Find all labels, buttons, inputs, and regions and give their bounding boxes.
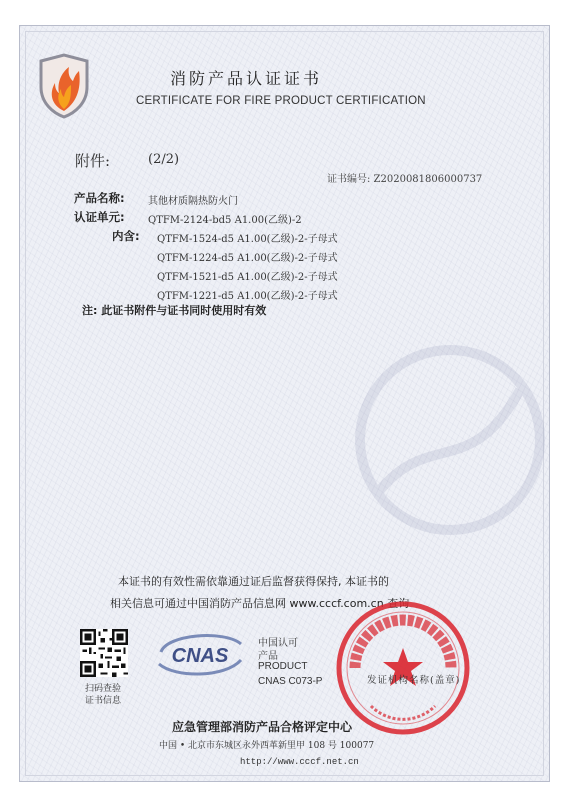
cnas-line4: CNAS C073-P (258, 676, 323, 687)
organization-url: http://www.cccf.net.cn (240, 757, 359, 767)
fire-emblem-logo (37, 53, 91, 119)
qr-caption-line2: 证书信息 (85, 696, 122, 706)
issuer-caption: 发证机构名称(盖章) (367, 675, 461, 686)
certificate-number: 证书编号: Z2020081806000737 (327, 174, 483, 185)
validity-notice: 注: 此证书附件与证书同时使用时有效 (82, 304, 267, 317)
qr-caption-line1: 扫码查验 (85, 684, 122, 694)
product-name-value: 其他材质隔热防火门 (148, 196, 238, 207)
organization-address: 中国 • 北京市东城区永外西革新里甲 108 号 100077 (159, 741, 375, 751)
issuing-organization: 应急管理部消防产品合格评定中心 (172, 720, 353, 734)
contains-item: QTFM-1224-d5 A1.00(乙级)-2-子母式 (157, 253, 338, 264)
cert-unit-label: 认证单元: (74, 210, 125, 224)
certificate-title-english: CERTIFICATE FOR FIRE PRODUCT CERTIFICATION (136, 95, 426, 107)
cnas-line2: 产品 (258, 651, 278, 662)
official-red-seal (333, 598, 473, 738)
certificate-title: 消防产品认证证书 (170, 69, 323, 88)
validity-statement-line1: 本证书的有效性需依靠通过证后监督获得保持, 本证书的 (118, 575, 389, 588)
contains-item: QTFM-1521-d5 A1.00(乙级)-2-子母式 (157, 272, 338, 283)
contains-label: 内含: (112, 229, 140, 243)
cert-unit-value: QTFM-2124-bd5 A1.00(乙级)-2 (148, 215, 302, 226)
contains-item: QTFM-1524-d5 A1.00(乙级)-2-子母式 (157, 234, 338, 245)
cnas-logo (155, 630, 245, 678)
cnas-line1: 中国认可 (258, 638, 298, 649)
annex-label: 附件: (75, 152, 111, 170)
qr-code (80, 629, 128, 677)
cnas-line3: PRODUCT (258, 661, 308, 672)
product-name-label: 产品名称: (74, 191, 125, 205)
validity-statement-line2: 相关信息可通过中国消防产品信息网 www.cccf.com.cn 查询 (110, 597, 410, 610)
watermark-emblem (340, 330, 560, 550)
cnas-logo-text: CNAS (171, 645, 229, 667)
annex-page-number: (2/2) (148, 152, 180, 167)
contains-item: QTFM-1221-d5 A1.00(乙级)-2-子母式 (157, 291, 338, 302)
